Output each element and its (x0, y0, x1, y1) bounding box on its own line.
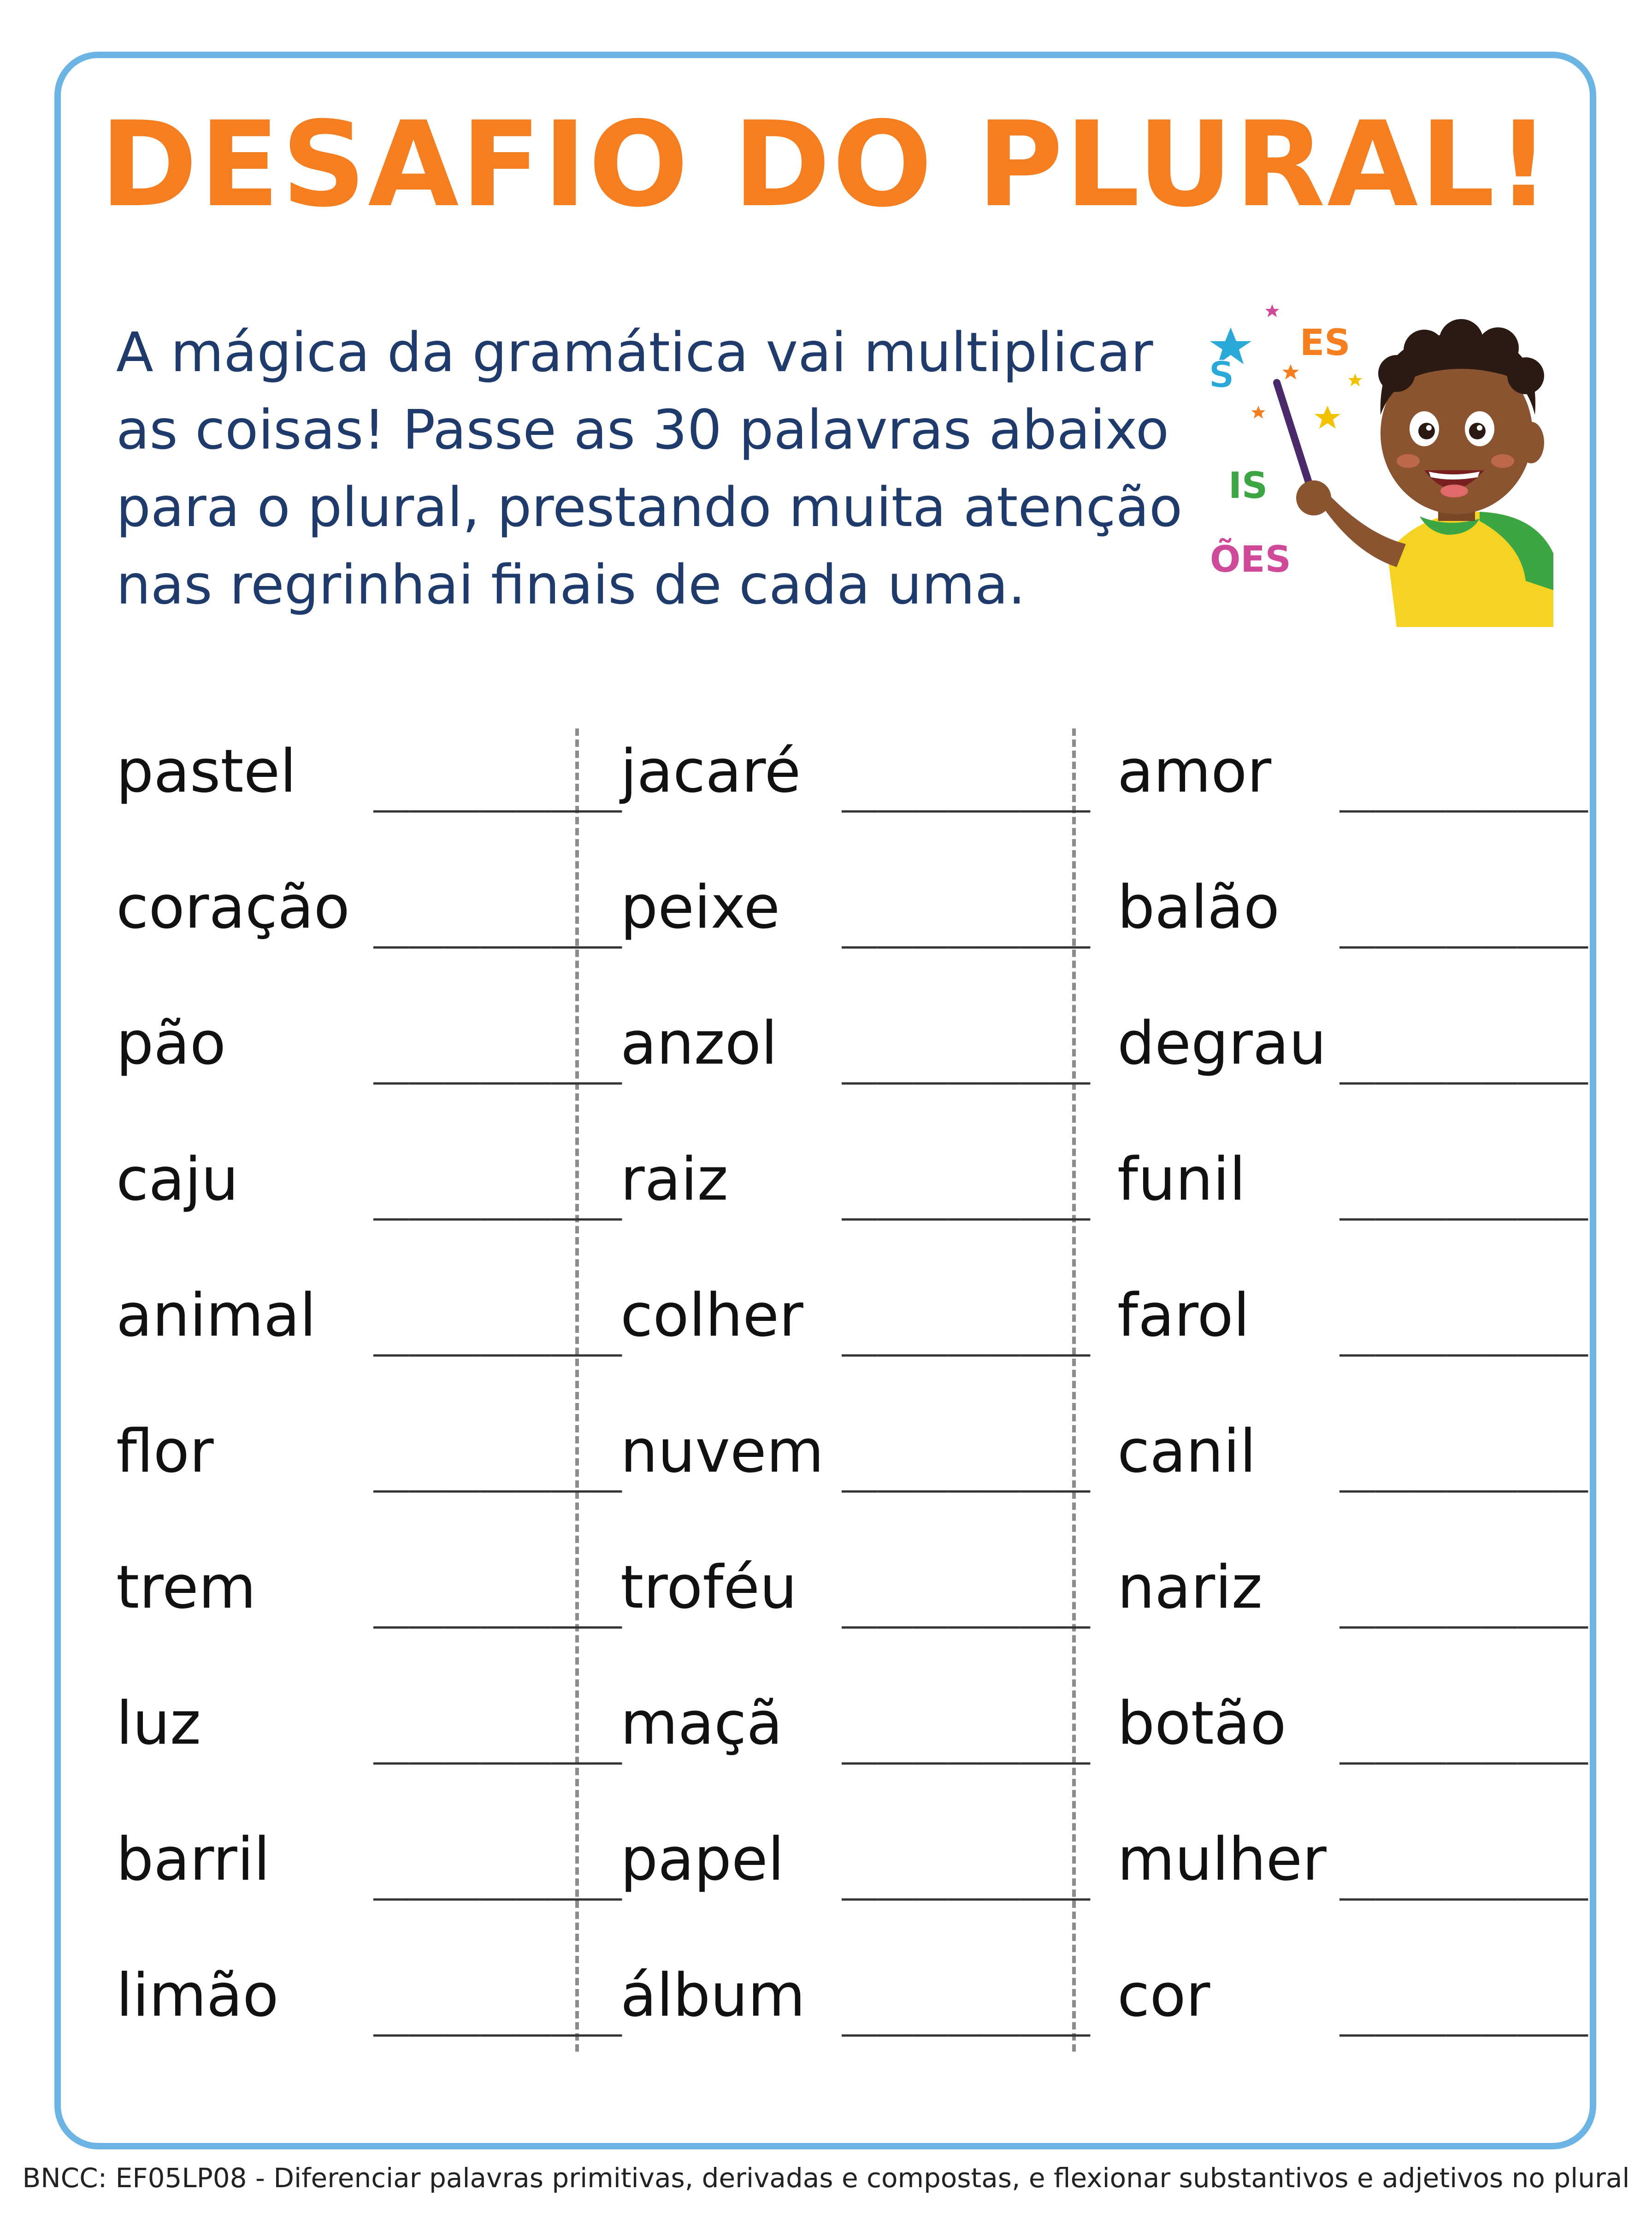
word-item: limão (116, 1961, 279, 2030)
instructions-line: as coisas! Passe as 30 palavras abaixo (116, 398, 1169, 462)
word-item: barril (116, 1825, 270, 1894)
word-item: álbum (620, 1961, 806, 2030)
answer-blank[interactable]: _______ (1339, 1288, 1588, 1357)
answer-blank[interactable]: _______ (842, 1696, 1091, 1765)
instructions (116, 314, 1222, 623)
answer-blank[interactable]: _______ (373, 1832, 622, 1901)
word-item: troféu (620, 1553, 797, 1622)
answer-blank[interactable]: _______ (1339, 1152, 1588, 1221)
answer-blank[interactable]: _______ (373, 1152, 622, 1221)
answer-blank[interactable]: _______ (1339, 880, 1588, 949)
answer-blank[interactable]: _______ (842, 1424, 1091, 1493)
word-item: papel (620, 1825, 785, 1894)
word-item: nariz (1117, 1553, 1263, 1622)
word-item: mulher (1117, 1825, 1327, 1894)
page-title: DESAFIO DO PLURAL! (100, 96, 1552, 233)
word-item: botão (1117, 1689, 1286, 1758)
answer-blank[interactable]: _______ (373, 1016, 622, 1085)
answer-blank[interactable]: _______ (373, 1696, 622, 1765)
answer-blank[interactable]: _______ (842, 744, 1091, 813)
word-item: amor (1117, 737, 1272, 806)
answer-blank[interactable]: _______ (1339, 1424, 1588, 1493)
answer-blank[interactable]: _______ (373, 1968, 622, 2037)
bncc-footer: BNCC: EF05LP08 - Diferenciar palavras primitivas, derivadas e compostas, e flexionar substantivos e adjetivos no plural (22, 2162, 1630, 2194)
answer-blank[interactable]: _______ (842, 1560, 1091, 1629)
answer-blank[interactable]: _______ (842, 1832, 1091, 1901)
word-item: cor (1117, 1961, 1210, 2030)
suffix-label: S (1209, 355, 1235, 396)
answer-blank[interactable]: _______ (1339, 744, 1588, 813)
answer-blank[interactable]: _______ (373, 1560, 622, 1629)
word-item: pastel (116, 737, 296, 806)
word-item: nuvem (620, 1417, 824, 1486)
answer-blank[interactable]: _______ (373, 1424, 622, 1493)
word-item: pão (116, 1009, 226, 1078)
answer-blank[interactable]: _______ (1339, 1016, 1588, 1085)
word-item: farol (1117, 1281, 1250, 1350)
word-item: coração (116, 873, 350, 942)
word-item: colher (620, 1281, 803, 1350)
word-item: luz (116, 1689, 201, 1758)
word-item: flor (116, 1417, 214, 1486)
answer-blank[interactable]: _______ (373, 1288, 622, 1357)
word-item: raiz (620, 1145, 728, 1214)
instructions-line: A mágica da gramática vai multiplicar (116, 320, 1153, 384)
word-item: canil (1117, 1417, 1257, 1486)
answer-blank[interactable]: _______ (842, 1968, 1091, 2037)
word-item: maçã (620, 1689, 783, 1758)
word-item: peixe (620, 873, 780, 942)
word-item: trem (116, 1553, 256, 1622)
answer-blank[interactable]: _______ (373, 744, 622, 813)
instructions-line: para o plural, prestando muita atenção (116, 475, 1183, 539)
answer-blank[interactable]: _______ (373, 880, 622, 949)
answer-blank[interactable]: _______ (842, 1016, 1091, 1085)
word-item: balão (1117, 873, 1280, 942)
instructions-line: nas regrinhai finais de cada uma. (116, 553, 1026, 616)
answer-blank[interactable]: _______ (1339, 1696, 1588, 1765)
word-item: animal (116, 1281, 316, 1350)
word-item: funil (1117, 1145, 1246, 1214)
word-item: jacaré (620, 737, 801, 806)
suffix-label: ES (1300, 322, 1351, 364)
suffix-label: ÕES (1210, 539, 1291, 580)
suffix-label: IS (1228, 465, 1268, 507)
word-item: caju (116, 1145, 239, 1214)
answer-blank[interactable]: _______ (1339, 1560, 1588, 1629)
boy-with-magic-wand-illustration (1203, 295, 1563, 627)
answer-blank[interactable]: _______ (842, 880, 1091, 949)
answer-blank[interactable]: _______ (1339, 1968, 1588, 2037)
word-item: anzol (620, 1009, 778, 1078)
answer-blank[interactable]: _______ (842, 1288, 1091, 1357)
word-item: degrau (1117, 1009, 1327, 1078)
answer-blank[interactable]: _______ (842, 1152, 1091, 1221)
answer-blank[interactable]: _______ (1339, 1832, 1588, 1901)
